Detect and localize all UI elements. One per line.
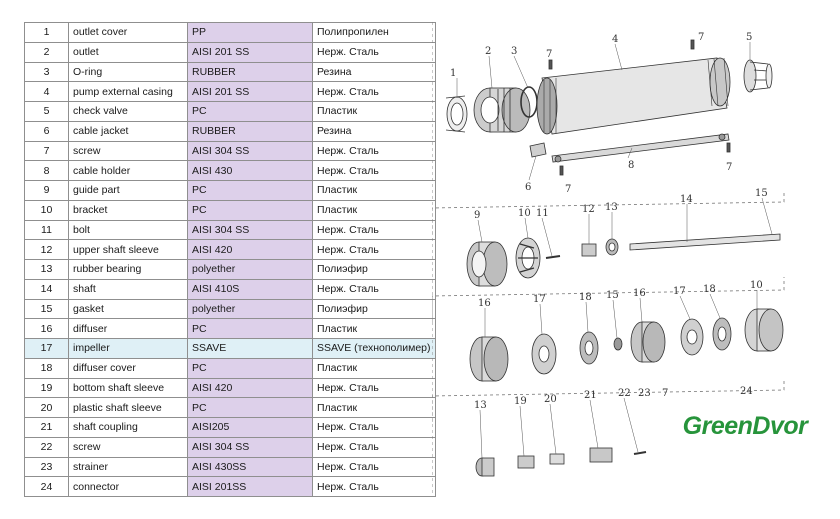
- table-row: [25, 121, 436, 141]
- bolt-part: [546, 256, 560, 258]
- part-number-cell: 3: [25, 62, 69, 82]
- table-row: [25, 279, 436, 299]
- material-ru-cell: Пластик: [313, 398, 436, 418]
- material-ru-cell: Пластик: [313, 200, 436, 220]
- material-cell: AISI205: [188, 418, 313, 438]
- label-part-22: 22: [618, 388, 631, 399]
- part-number-cell: 8: [25, 161, 69, 181]
- part-number-cell: 24: [25, 477, 69, 497]
- label-part-7-e: 7: [662, 388, 669, 399]
- table-row: [25, 299, 436, 319]
- part-name-cell: shaft: [69, 279, 188, 299]
- material-ru-cell: Полипропилен: [313, 23, 436, 43]
- label-part-7-d: 7: [726, 162, 733, 173]
- screw-part-22: [634, 452, 646, 454]
- part-number-cell: 19: [25, 378, 69, 398]
- material-cell: PC: [188, 319, 313, 339]
- table-row: [25, 200, 436, 220]
- part-name-cell: guide part: [69, 181, 188, 201]
- material-ru-cell: Нерж. Сталь: [313, 161, 436, 181]
- part-number-cell: 17: [25, 339, 69, 359]
- label-part-7-a: 7: [546, 49, 553, 60]
- table-row: [25, 339, 436, 359]
- label-part-15-a: 15: [755, 188, 768, 199]
- shaft-coupling-part: [590, 448, 612, 462]
- section-bottom: [476, 448, 646, 476]
- material-cell: AISI 304 SS: [188, 437, 313, 457]
- material-ru-cell: Пластик: [313, 102, 436, 122]
- material-cell: PC: [188, 181, 313, 201]
- part-number-cell: 21: [25, 418, 69, 438]
- part-name-cell: bracket: [69, 200, 188, 220]
- material-ru-cell: Нерж. Сталь: [313, 477, 436, 497]
- material-cell: RUBBER: [188, 121, 313, 141]
- table-row: [25, 378, 436, 398]
- material-ru-cell: Полиэфир: [313, 299, 436, 319]
- label-part-11: 11: [536, 208, 549, 219]
- table-row: [25, 23, 436, 43]
- rubber-bearing-part: [606, 239, 618, 255]
- material-cell: polyether: [188, 260, 313, 280]
- label-part-13-b: 13: [474, 400, 487, 411]
- material-ru-cell: Нерж. Сталь: [313, 42, 436, 62]
- material-cell: AISI 201 SS: [188, 42, 313, 62]
- label-part-10-b: 10: [750, 280, 763, 291]
- diffuser-part-b: [631, 322, 665, 362]
- label-part-16-b: 16: [633, 288, 646, 299]
- label-part-17-b: 17: [673, 286, 686, 297]
- material-ru-cell: Резина: [313, 121, 436, 141]
- label-part-12: 12: [582, 204, 595, 215]
- part-name-cell: pump external casing: [69, 82, 188, 102]
- part-number-cell: 1: [25, 23, 69, 43]
- part-name-cell: strainer: [69, 457, 188, 477]
- table-row: [25, 82, 436, 102]
- label-part-9: 9: [474, 210, 481, 221]
- section-stages: [470, 309, 783, 381]
- part-name-cell: O-ring: [69, 62, 188, 82]
- part-name-cell: gasket: [69, 299, 188, 319]
- material-cell: AISI 304 SS: [188, 220, 313, 240]
- upper-shaft-sleeve-part: [582, 244, 596, 256]
- part-number-cell: 9: [25, 181, 69, 201]
- material-ru-cell: Нерж. Сталь: [313, 240, 436, 260]
- gasket-part: [614, 338, 622, 350]
- part-number-cell: 5: [25, 102, 69, 122]
- material-ru-cell: Резина: [313, 62, 436, 82]
- label-part-18-a: 18: [579, 292, 592, 303]
- part-name-cell: outlet: [69, 42, 188, 62]
- diffuser-part-a: [470, 337, 508, 381]
- part-number-cell: 18: [25, 358, 69, 378]
- part-number-cell: 22: [25, 437, 69, 457]
- part-number-cell: 10: [25, 200, 69, 220]
- part-number-cell: 14: [25, 279, 69, 299]
- material-ru-cell: Нерж. Сталь: [313, 418, 436, 438]
- part-name-cell: outlet cover: [69, 23, 188, 43]
- material-cell: AISI 430SS: [188, 457, 313, 477]
- label-part-3: 3: [511, 46, 518, 57]
- material-ru-cell: Пластик: [313, 319, 436, 339]
- material-cell: AISI 410S: [188, 279, 313, 299]
- material-cell: AISI 420: [188, 240, 313, 260]
- part-name-cell: screw: [69, 141, 188, 161]
- part-number-cell: 7: [25, 141, 69, 161]
- part-number-cell: 20: [25, 398, 69, 418]
- part-name-cell: rubber bearing: [69, 260, 188, 280]
- cable-jacket-part: [530, 143, 546, 157]
- material-ru-cell: Нерж. Сталь: [313, 437, 436, 457]
- table-row: [25, 181, 436, 201]
- bracket-part: [516, 238, 540, 278]
- part-number-cell: 23: [25, 457, 69, 477]
- material-ru-cell: Нерж. Сталь: [313, 457, 436, 477]
- label-part-8: 8: [628, 160, 635, 171]
- table-row: [25, 457, 436, 477]
- table-row: [25, 161, 436, 181]
- table-row: [25, 319, 436, 339]
- table-row: [25, 437, 436, 457]
- cable-holder-part: [552, 134, 729, 162]
- material-cell: PP: [188, 23, 313, 43]
- diffuser-cover-part-b: [713, 318, 731, 350]
- parts-table-body: [25, 23, 436, 497]
- part-name-cell: bolt: [69, 220, 188, 240]
- label-part-23: 23: [638, 388, 651, 399]
- label-part-7-b: 7: [698, 32, 705, 43]
- material-cell: AISI 430: [188, 161, 313, 181]
- label-part-2: 2: [485, 46, 492, 57]
- material-cell: SSAVE: [188, 339, 313, 359]
- label-part-21: 21: [584, 390, 597, 401]
- rubber-bearing-part-b: [476, 458, 494, 476]
- label-part-20: 20: [544, 394, 557, 405]
- logo-text: GreenDvor: [682, 412, 808, 440]
- part-name-cell: diffuser cover: [69, 358, 188, 378]
- material-ru-cell: Нерж. Сталь: [313, 141, 436, 161]
- table-row: [25, 62, 436, 82]
- material-ru-cell: Нерж. Сталь: [313, 378, 436, 398]
- part-number-cell: 15: [25, 299, 69, 319]
- part-number-cell: 4: [25, 82, 69, 102]
- label-part-6: 6: [525, 182, 532, 193]
- material-ru-cell: Нерж. Сталь: [313, 220, 436, 240]
- material-cell: AISI 201SS: [188, 477, 313, 497]
- label-part-18-b: 18: [703, 284, 716, 295]
- pump-casing-part: [537, 58, 730, 134]
- label-part-15-b: 15: [606, 290, 619, 301]
- table-row: [25, 220, 436, 240]
- part-name-cell: impeller: [69, 339, 188, 359]
- part-number-cell: 6: [25, 121, 69, 141]
- bottom-shaft-sleeve-part: [518, 456, 534, 468]
- material-ru-cell: Полиэфир: [313, 260, 436, 280]
- table-row: [25, 418, 436, 438]
- label-part-16-a: 16: [478, 298, 491, 309]
- label-part-24: 24: [740, 386, 753, 397]
- label-part-1: 1: [450, 68, 457, 79]
- part-name-cell: cable holder: [69, 161, 188, 181]
- material-cell: PC: [188, 358, 313, 378]
- label-part-10: 10: [518, 208, 531, 219]
- part-name-cell: screw: [69, 437, 188, 457]
- material-ru-cell: SSAVE (технополимер): [313, 339, 436, 359]
- part-number-cell: 13: [25, 260, 69, 280]
- shaft-part: [630, 234, 780, 250]
- label-part-17-a: 17: [533, 294, 546, 305]
- table-row: [25, 42, 436, 62]
- divider-top: [432, 192, 784, 234]
- table-row: [25, 358, 436, 378]
- diffuser-cover-part-a: [580, 332, 598, 364]
- impeller-part-b: [681, 319, 703, 355]
- material-cell: PC: [188, 200, 313, 220]
- table-row: [25, 141, 436, 161]
- bracket-part-b: [745, 309, 783, 351]
- label-part-13-a: 13: [605, 202, 618, 213]
- section-guide-shaft: [467, 234, 780, 286]
- part-number-cell: 16: [25, 319, 69, 339]
- parts-table: [24, 22, 436, 497]
- check-valve-part: [744, 60, 772, 92]
- material-cell: PC: [188, 398, 313, 418]
- material-cell: polyether: [188, 299, 313, 319]
- material-ru-cell: Нерж. Сталь: [313, 279, 436, 299]
- table-row: [25, 477, 436, 497]
- part-name-cell: upper shaft sleeve: [69, 240, 188, 260]
- guide-part: [467, 242, 507, 286]
- material-ru-cell: Нерж. Сталь: [313, 82, 436, 102]
- table-row: [25, 102, 436, 122]
- part-number-cell: 2: [25, 42, 69, 62]
- label-part-4: 4: [612, 34, 619, 45]
- outlet-cover-part: [446, 96, 467, 132]
- part-number-cell: 12: [25, 240, 69, 260]
- part-name-cell: plastic shaft sleeve: [69, 398, 188, 418]
- part-name-cell: bottom shaft sleeve: [69, 378, 188, 398]
- material-ru-cell: Пластик: [313, 358, 436, 378]
- part-name-cell: diffuser: [69, 319, 188, 339]
- label-part-14: 14: [680, 194, 693, 205]
- table-row: [25, 398, 436, 418]
- part-number-cell: 11: [25, 220, 69, 240]
- material-cell: AISI 201 SS: [188, 82, 313, 102]
- material-cell: AISI 420: [188, 378, 313, 398]
- part-name-cell: check valve: [69, 102, 188, 122]
- plastic-shaft-sleeve-part: [550, 454, 564, 464]
- label-part-7-c: 7: [565, 184, 572, 195]
- section-outlet-casing: [446, 40, 772, 175]
- material-cell: RUBBER: [188, 62, 313, 82]
- part-name-cell: cable jacket: [69, 121, 188, 141]
- table-row: [25, 240, 436, 260]
- material-cell: PC: [188, 102, 313, 122]
- label-part-19: 19: [514, 396, 527, 407]
- impeller-part-a: [532, 334, 556, 374]
- material-cell: AISI 304 SS: [188, 141, 313, 161]
- label-part-5: 5: [746, 32, 753, 43]
- part-name-cell: connector: [69, 477, 188, 497]
- table-row: [25, 260, 436, 280]
- greendvor-logo: [650, 404, 840, 449]
- material-ru-cell: Пластик: [313, 181, 436, 201]
- part-name-cell: shaft coupling: [69, 418, 188, 438]
